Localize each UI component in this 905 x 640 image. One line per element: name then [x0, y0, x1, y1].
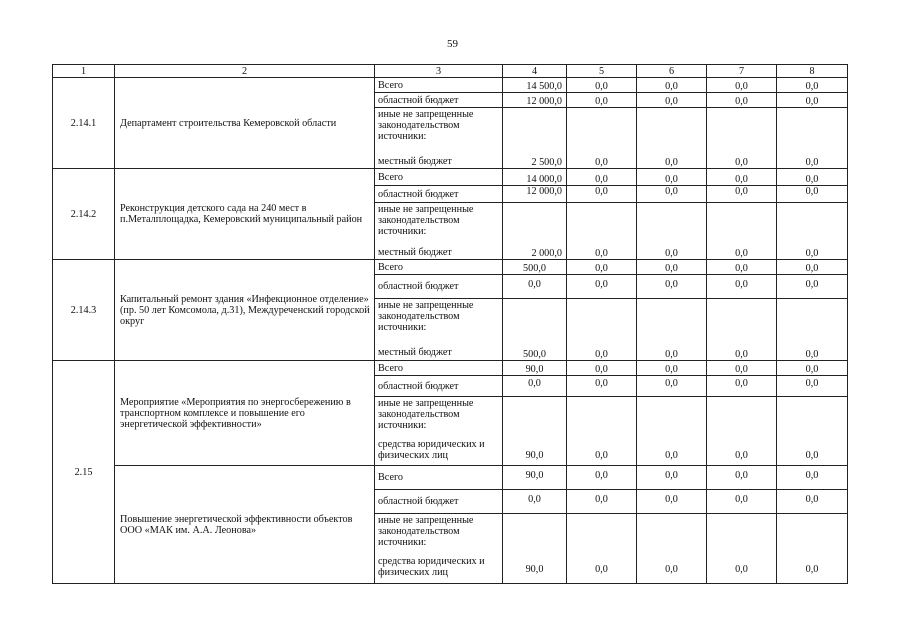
value-cell: 0,0: [707, 203, 777, 260]
value-cell: 0,0: [567, 275, 637, 299]
value-cell: 0,0: [567, 361, 637, 376]
source-sub-label: местный бюджет: [378, 156, 452, 167]
value-cell: 0,0: [777, 203, 848, 260]
value-cell: 0,0: [637, 514, 707, 584]
value-cell: 0,0: [707, 514, 777, 584]
value-cell: 0,0: [707, 169, 777, 186]
value-cell: 0,0: [567, 108, 637, 169]
value-cell: 0,0: [637, 186, 707, 203]
source-cell: [375, 108, 503, 169]
value-cell: 0,0: [637, 275, 707, 299]
value-cell: 0,0: [777, 186, 848, 203]
value-cell: 0,0: [707, 376, 777, 397]
value-cell: 0,0: [637, 490, 707, 514]
value-cell: 0,0: [567, 203, 637, 260]
source-label: Всего: [375, 169, 503, 186]
source-label: иные не запрещенные законодательством источники:: [378, 109, 474, 142]
item-title: Департамент строительства Кемеровской области: [115, 78, 375, 169]
source-cell: [375, 514, 503, 584]
source-label: областной бюджет: [375, 93, 503, 108]
value-cell: 0,0: [637, 466, 707, 490]
value-cell: 0,0: [777, 299, 848, 361]
value-cell: 0,0: [567, 466, 637, 490]
item-title: Мероприятие «Мероприятия по энергосбережению в транспортном комплексе и повышение его энергетической эффективности»: [115, 361, 375, 466]
value-cell: 0,0: [777, 490, 848, 514]
table-row: [53, 78, 848, 93]
value-cell: 0,0: [567, 93, 637, 108]
value-cell: 500,0: [503, 260, 567, 275]
source-sub-label: средства юридических и физических лиц: [378, 439, 485, 461]
item-title: Реконструкция детского сада на 240 мест в п.Металплощадка, Кемеровский муниципальный район: [115, 169, 375, 260]
value-cell: 0,0: [637, 299, 707, 361]
value-cell: 0,0: [637, 93, 707, 108]
source-cell: [375, 299, 503, 361]
item-code: 2.14.1: [53, 78, 115, 169]
budget-table: [52, 64, 848, 584]
item-title: Повышение энергетической эффективности объектов ООО «МАК им. А.А. Леонова»: [115, 466, 375, 584]
value-cell: 0,0: [777, 93, 848, 108]
header-cell: 6: [637, 65, 707, 78]
value-cell: 0,0: [777, 275, 848, 299]
header-cell: 7: [707, 65, 777, 78]
value-cell: 0,0: [637, 108, 707, 169]
source-cell: [375, 203, 503, 260]
value-cell: 0,0: [777, 397, 848, 466]
item-title: Капитальный ремонт здания «Инфекционное отделение» (пр. 50 лет Комсомола, д.31), Междуреченский городской округ: [115, 260, 375, 361]
source-sub-label: местный бюджет: [378, 247, 452, 258]
value-cell: 0,0: [707, 260, 777, 275]
source-label: иные не запрещенные законодательством источники:: [378, 204, 474, 237]
table-row: [53, 361, 848, 376]
header-cell: 2: [115, 65, 375, 78]
value-cell: 0,0: [707, 108, 777, 169]
value-cell: 12 000,0: [503, 186, 567, 203]
source-label: иные не запрещенные законодательством источники:: [378, 515, 474, 548]
value-cell: 0,0: [567, 376, 637, 397]
source-label: Всего: [375, 260, 503, 275]
header-cell: 3: [375, 65, 503, 78]
value-cell: 0,0: [567, 78, 637, 93]
value-cell: 0,0: [637, 78, 707, 93]
value-cell: 0,0: [503, 490, 567, 514]
header-cell: 4: [503, 65, 567, 78]
value-cell: 0,0: [567, 169, 637, 186]
item-code: 2.15: [53, 361, 115, 584]
value-cell: 14 500,0: [503, 78, 567, 93]
value-cell: 90,0: [503, 361, 567, 376]
value-cell: 0,0: [777, 78, 848, 93]
table-row: [53, 169, 848, 186]
value-cell: 0,0: [707, 397, 777, 466]
value-cell: 0,0: [777, 466, 848, 490]
header-cell: 8: [777, 65, 848, 78]
value-cell: 0,0: [707, 490, 777, 514]
value-cell: 0,0: [777, 376, 848, 397]
page-number: 59: [447, 38, 458, 50]
value-cell: 0,0: [707, 78, 777, 93]
source-label: областной бюджет: [375, 275, 503, 299]
value-cell: 0,0: [707, 275, 777, 299]
value-cell: 0,0: [567, 260, 637, 275]
header-cell: 1: [53, 65, 115, 78]
source-label: Всего: [375, 361, 503, 376]
value-cell: 0,0: [567, 514, 637, 584]
value-cell: 0,0: [777, 260, 848, 275]
value-cell: 0,0: [637, 169, 707, 186]
source-label: областной бюджет: [375, 376, 503, 397]
value-cell: 0,0: [637, 376, 707, 397]
value-cell: 0,0: [567, 186, 637, 203]
source-label: иные не запрещенные законодательством источники:: [378, 300, 474, 333]
source-label: областной бюджет: [375, 186, 503, 203]
value-cell: 14 000,0: [503, 169, 567, 186]
source-label: Всего: [375, 466, 503, 490]
value-cell: 0,0: [567, 397, 637, 466]
value-cell: 2 500,0: [503, 108, 567, 169]
value-cell: 0,0: [567, 299, 637, 361]
source-label: иные не запрещенные законодательством источники:: [378, 398, 474, 431]
value-cell: 0,0: [707, 466, 777, 490]
source-label: Всего: [375, 78, 503, 93]
value-cell: 0,0: [777, 361, 848, 376]
item-code: 2.14.2: [53, 169, 115, 260]
value-cell: 0,0: [707, 186, 777, 203]
source-cell: [375, 397, 503, 466]
value-cell: 0,0: [637, 260, 707, 275]
value-cell: 0,0: [707, 93, 777, 108]
value-cell: 0,0: [707, 361, 777, 376]
value-cell: 0,0: [637, 397, 707, 466]
value-cell: 12 000,0: [503, 93, 567, 108]
source-sub-label: средства юридических и физических лиц: [378, 556, 485, 578]
value-cell: 500,0: [503, 299, 567, 361]
value-cell: 0,0: [777, 169, 848, 186]
item-code: 2.14.3: [53, 260, 115, 361]
header-row: [53, 65, 848, 78]
value-cell: 90,0: [503, 397, 567, 466]
value-cell: 0,0: [777, 108, 848, 169]
value-cell: 0,0: [637, 203, 707, 260]
value-cell: 90,0: [503, 466, 567, 490]
value-cell: 0,0: [637, 361, 707, 376]
value-cell: 0,0: [707, 299, 777, 361]
source-label: областной бюджет: [375, 490, 503, 514]
value-cell: 0,0: [567, 490, 637, 514]
value-cell: 0,0: [777, 514, 848, 584]
source-sub-label: местный бюджет: [378, 347, 452, 358]
table-row: [53, 466, 848, 490]
value-cell: 2 000,0: [503, 203, 567, 260]
value-cell: 0,0: [503, 376, 567, 397]
table-row: [53, 260, 848, 275]
value-cell: 0,0: [503, 275, 567, 299]
header-cell: 5: [567, 65, 637, 78]
value-cell: 90,0: [503, 514, 567, 584]
